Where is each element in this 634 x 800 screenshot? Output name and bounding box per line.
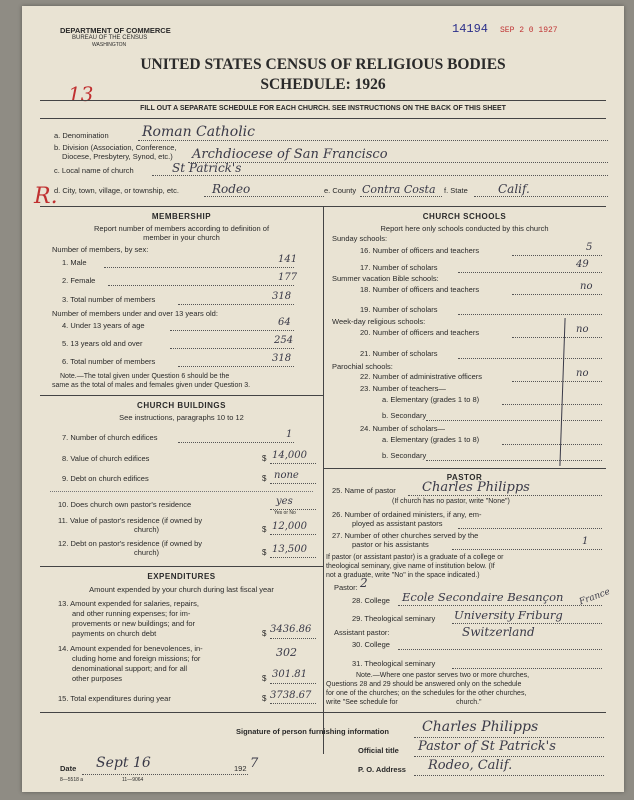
q27-label-2: pastor or his assistants: [352, 540, 429, 549]
schools-title: CHURCH SCHOOLS: [422, 212, 507, 221]
form-title: UNITED STATES CENSUS OF RELIGIOUS BODIES: [140, 56, 506, 73]
pastor-title: PASTOR: [446, 473, 483, 482]
q18-value: no: [580, 281, 593, 292]
date-value: Sept 16: [96, 755, 151, 771]
grad-text-2: theological seminary, give name of institution below. (If: [326, 563, 495, 570]
q5-value: 254: [274, 335, 294, 346]
membership-note-1: Note.—The total given under Question 6 should be the: [60, 373, 230, 380]
local-name-value: St Patrick's: [172, 161, 242, 175]
q10-hint: Yes or No: [274, 510, 296, 516]
official-title-label: Official title: [358, 746, 399, 755]
q6-label: 6. Total number of members: [62, 357, 156, 366]
parochial-schools: Parochial schools:: [332, 362, 393, 371]
q8-label: 8. Value of church edifices: [62, 454, 150, 463]
q11-label-2: church): [134, 525, 160, 534]
q13-label-2: and other running expenses; for im-: [72, 609, 191, 618]
city-value: Rodeo: [212, 182, 251, 196]
red-mark-r: R.: [34, 184, 58, 209]
buildings-title: CHURCH BUILDINGS: [137, 401, 226, 410]
q14-red-value: 302: [276, 646, 297, 659]
members-by-sex: Number of members, by sex:: [52, 245, 149, 254]
q16-label: 16. Number of officers and teachers: [360, 246, 480, 255]
q23a-label: a. Elementary (grades 1 to 8): [382, 395, 480, 404]
state-label: f. State: [444, 186, 468, 195]
q19-label: 19. Number of scholars: [360, 305, 438, 314]
q21-label: 21. Number of scholars: [360, 349, 438, 358]
q18-label: 18. Number of officers and teachers: [360, 285, 480, 294]
state-value: Calif.: [498, 182, 530, 196]
q20-value: no: [576, 324, 589, 335]
dept-name: DEPARTMENT OF COMMERCE: [60, 26, 171, 35]
q17-label: 17. Number of scholars: [360, 263, 438, 272]
q25-label: 25. Name of pastor: [332, 486, 396, 495]
q14-dollar: $: [262, 674, 267, 683]
q15-value: 3738.67: [270, 690, 312, 701]
q23b-label: b. Secondary: [382, 411, 427, 420]
q28-value-country: France: [578, 587, 612, 608]
q28-value: Ecole Secondaire Besançon: [402, 590, 564, 604]
q4-label: 4. Under 13 years of age: [62, 321, 145, 330]
q15-label: 15. Total expenditures during year: [58, 694, 171, 703]
expenditures-intro: Amount expended by your church during last fiscal year: [89, 585, 274, 594]
q12-value: 13,500: [272, 544, 307, 555]
membership-intro-1: Report number of members according to definition of: [93, 224, 270, 233]
signature-label: Signature of person furnishing information: [236, 727, 389, 736]
pastor-note-4: write "See schedule for church.": [326, 699, 482, 706]
q13-dollar: $: [262, 629, 267, 638]
city-label: d. City, town, village, or township, etc.: [54, 186, 179, 195]
expenditures-title: EXPENDITURES: [147, 572, 216, 581]
q24a-label: a. Elementary (grades 1 to 8): [382, 435, 480, 444]
q4-value: 64: [278, 317, 291, 328]
buildings-intro: See instructions, paragraphs 10 to 12: [119, 413, 244, 422]
denomination-value: Roman Catholic: [142, 124, 255, 140]
red-mark-13: 13: [68, 82, 94, 106]
q25-value: Charles Philipps: [422, 480, 530, 495]
q29-label: 29. Theological seminary: [352, 614, 436, 623]
q15-dollar: $: [262, 694, 267, 703]
grad-text-1: If pastor (or assistant pastor) is a graduate of a college or: [326, 554, 504, 561]
pastor-note-1: Note.—Where one pastor serves two or more churches,: [356, 672, 530, 679]
membership-title: MEMBERSHIP: [151, 212, 212, 221]
q31-label: 31. Theological seminary: [352, 659, 436, 668]
q22-label: 22. Number of administrative officers: [360, 372, 482, 381]
q11-label-1: 11. Value of pastor's residence (if owned by: [58, 516, 203, 525]
division-label-2: Diocese, Presbytery, Synod, etc.): [62, 152, 173, 161]
stamp-number: 14194: [452, 22, 489, 36]
q3-label: 3. Total number of members: [62, 295, 156, 304]
summer-schools: Summer vacation Bible schools:: [332, 274, 439, 283]
q10-value: yes: [276, 496, 293, 507]
q11-value: 12,000: [272, 521, 307, 532]
sunday-schools: Sunday schools:: [332, 234, 388, 243]
q27-label-1: 27. Number of other churches served by the: [332, 531, 479, 540]
q2-label: 2. Female: [62, 276, 96, 285]
q10-label: 10. Does church own pastor's residence: [58, 500, 192, 509]
age-intro: Number of members under and over 13 years old:: [52, 309, 218, 318]
q12-label-2: church): [134, 548, 160, 557]
q11-dollar: $: [262, 525, 267, 534]
pastor-red-mark: 2: [360, 576, 368, 590]
po-address-label: P. O. Address: [358, 765, 406, 774]
stamp-date: SEP 2 0 1927: [500, 26, 558, 35]
county-value: Contra Costa: [362, 183, 436, 196]
signature-value: Charles Philipps: [422, 719, 539, 735]
q29-value-country: Switzerland: [462, 625, 535, 639]
print-number: 11—9064: [122, 777, 144, 783]
q7-value: 1: [286, 429, 293, 440]
q25-hint: (If church has no pastor, write "None"): [392, 498, 510, 505]
pastor-subhead: Pastor:: [334, 583, 358, 592]
q12-dollar: $: [262, 548, 267, 557]
q9-dollar: $: [262, 474, 267, 483]
official-title-value: Pastor of St Patrick's: [418, 739, 556, 754]
q9-value: none: [274, 470, 299, 481]
q23-label: 23. Number of teachers—: [360, 384, 446, 393]
q17-value: 49: [576, 259, 589, 270]
q13-value: 3436.86: [270, 624, 312, 635]
q30-label: 30. College: [352, 640, 390, 649]
q1-label: 1. Male: [62, 258, 87, 267]
q14-label-3: denominational support; and for all: [72, 664, 188, 673]
q2-value: 177: [278, 272, 298, 283]
q16-value: 5: [586, 242, 593, 253]
local-name-label: c. Local name of church: [54, 166, 134, 175]
denomination-label: a. Denomination: [54, 131, 109, 140]
q26-label-2: ployed as assistant pastors: [352, 519, 443, 528]
q12-label-1: 12. Debt on pastor's residence (if owned by: [58, 539, 203, 548]
q14-label-4: other purposes: [72, 674, 123, 683]
q8-dollar: $: [262, 454, 267, 463]
q14-value: 301.81: [272, 669, 307, 680]
q22-value: no: [576, 368, 589, 379]
year-prefix: 192: [234, 764, 247, 773]
q13-label-4: payments on church debt: [72, 629, 157, 638]
pastor-note-3: for one of the churches; on the schedules for the other churches,: [326, 690, 527, 697]
q13-label-1: 13. Amount expended for salaries, repairs,: [58, 599, 199, 608]
q14-label-1: 14. Amount expended for benevolences, in-: [58, 644, 203, 653]
q7-label: 7. Number of church edifices: [62, 433, 158, 442]
division-label-1: b. Division (Association, Conference,: [54, 143, 177, 152]
bureau-city: WASHINGTON: [92, 42, 127, 48]
form-number: 8—5518 a: [60, 777, 84, 783]
assistant-subhead: Assistant pastor:: [334, 628, 390, 637]
q27-value: 1: [582, 536, 589, 547]
po-address-value: Rodeo, Calif.: [428, 758, 513, 773]
date-label: Date: [60, 764, 77, 773]
grad-text-3: not a graduate, write "No" in the space indicated.): [326, 572, 480, 579]
q24b-label: b. Secondary: [382, 451, 427, 460]
pastor-note-2: Questions 28 and 29 should be answered only on the schedule: [326, 681, 522, 688]
q29-value: University Friburg: [454, 608, 563, 622]
membership-note-2: same as the total of males and females given under Question 3.: [52, 382, 251, 389]
form-instruction: FILL OUT A SEPARATE SCHEDULE FOR EACH CHURCH. SEE INSTRUCTIONS ON THE BACK OF THIS SHEET: [140, 105, 506, 112]
county-label: e. County: [324, 186, 357, 195]
q5-label: 5. 13 years old and over: [62, 339, 143, 348]
q28-label: 28. College: [352, 596, 390, 605]
q20-label: 20. Number of officers and teachers: [360, 328, 480, 337]
membership-intro-2: member in your church: [143, 233, 220, 242]
q13-label-3: provements or new buildings; and for: [72, 619, 195, 628]
q3-value: 318: [272, 291, 292, 302]
schools-intro: Report here only schools conducted by this church: [380, 224, 549, 233]
division-value: Archdiocese of San Francisco: [192, 147, 388, 162]
q14-label-2: cluding home and foreign missions; for: [72, 654, 201, 663]
q9-label: 9. Debt on church edifices: [62, 474, 149, 483]
weekday-schools: Week-day religious schools:: [332, 317, 426, 326]
q26-label-1: 26. Number of ordained ministers, if any, em-: [332, 510, 482, 519]
census-schedule-sheet: [22, 6, 624, 792]
year-value: 7: [250, 756, 259, 771]
q8-value: 14,000: [272, 450, 307, 461]
q6-value: 318: [272, 353, 292, 364]
q1-value: 141: [278, 254, 298, 265]
form-subtitle: SCHEDULE: 1926: [260, 76, 386, 93]
q24-label: 24. Number of scholars—: [360, 424, 446, 433]
bureau-name: BUREAU OF THE CENSUS: [72, 35, 148, 41]
